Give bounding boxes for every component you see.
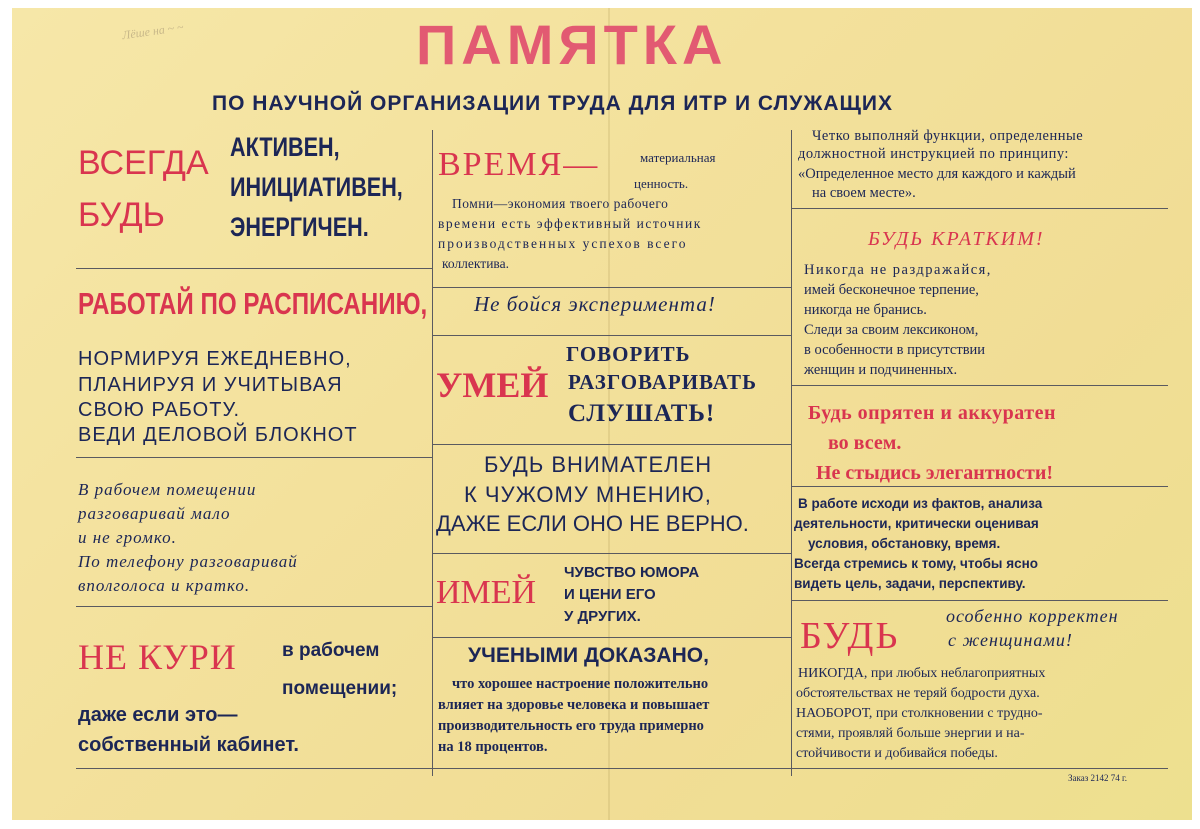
attentive-line-1: БУДЬ ВНИМАТЕЛЕН	[484, 452, 713, 477]
facts-line-1: В работе исходи из фактов, анализа	[798, 496, 1043, 511]
economy-line-4: коллектива.	[442, 256, 509, 271]
schedule-line-2: ПЛАНИРУЯ И УЧИТЫВАЯ	[78, 374, 343, 396]
left-rule-3	[76, 606, 432, 607]
proven-title: УЧЕНЫМИ ДОКАЗАНО,	[468, 644, 709, 667]
be-correct-title: БУДЬ	[800, 615, 900, 657]
no-smoking-side-2: помещении;	[282, 678, 398, 699]
proven-line-1: что хорошее настроение положительно	[452, 676, 709, 692]
have-line-1: ЧУВСТВО ЮМОРА	[564, 564, 700, 581]
have-line-3: У ДРУГИХ.	[564, 608, 641, 625]
correct-line-1: особенно корректен	[946, 606, 1119, 626]
neat-line-2: во всем.	[828, 432, 902, 454]
neat-line-3: Не стыдись элегантности!	[816, 462, 1054, 484]
attentive-line-2: К ЧУЖОМУ МНЕНИЮ,	[464, 482, 712, 507]
never2-line-3: НАОБОРОТ, при столкновении с трудно-	[796, 706, 1043, 721]
right-rule-3	[791, 486, 1168, 487]
never-line-4: Следи за своим лексиконом,	[804, 322, 979, 338]
economy-line-3: производственных успехов всего	[438, 236, 688, 251]
economy-line-1: Помни—экономия твоего рабочего	[452, 196, 669, 211]
be-able-line-3: СЛУШАТЬ!	[568, 400, 716, 427]
room-line-4: По телефону разговаривай	[78, 552, 298, 571]
mid-rule-4	[432, 553, 791, 554]
never-line-6: женщин и подчиненных.	[804, 362, 958, 378]
facts-line-4: Всегда стремись к тому, чтобы ясно	[794, 556, 1038, 571]
be-brief-title: БУДЬ КРАТКИМ!	[868, 228, 1045, 250]
handwritten-note: Лёше на ~ ~	[121, 19, 185, 43]
schedule-line-3: СВОЮ РАБОТУ.	[78, 399, 241, 421]
proven-line-2: влияет на здоровье человека и повышает	[438, 697, 710, 713]
page-title: ПАМЯТКА	[416, 13, 728, 76]
column-divider-left	[432, 130, 433, 776]
active-line-3: ЭНЕРГИЧЕН.	[230, 212, 369, 242]
no-smoking-side-1: в рабочем	[282, 640, 380, 661]
never-line-3: никогда не бранись.	[804, 302, 927, 318]
room-line-5: вполголоса и кратко.	[78, 576, 251, 595]
function-line-1: Четко выполняй функции, определенные	[812, 128, 1084, 144]
no-smoking-bottom-2: собственный кабинет.	[78, 734, 299, 756]
be-word: БУДЬ	[78, 196, 165, 234]
left-rule-2	[76, 457, 432, 458]
never-line-2: имей бесконечное терпение,	[804, 282, 979, 298]
never2-line-5: стойчивости и добивайся победы.	[796, 746, 998, 761]
never-line-1: Никогда не раздражайся,	[804, 262, 992, 278]
time-side-1: материальная	[640, 150, 716, 165]
poster-sheet	[12, 8, 1192, 820]
never2-line-4: стями, проявляй больше энергии и на-	[796, 726, 1025, 741]
room-line-3: и не громко.	[78, 528, 177, 547]
mid-rule-2	[432, 335, 791, 336]
function-line-3: «Определенное место для каждого и каждый	[798, 166, 1076, 182]
facts-line-2: деятельности, критически оценивая	[794, 516, 1039, 531]
never2-line-2: обстоятельствах не теряй бодрости духа.	[796, 686, 1040, 701]
never2-line-1: НИКОГДА, при любых неблагоприятных	[798, 666, 1046, 681]
proven-line-4: на 18 процентов.	[438, 739, 548, 755]
right-rule-4	[791, 600, 1168, 601]
room-line-1: В рабочем помещении	[78, 480, 257, 499]
be-able-title: УМЕЙ	[436, 365, 549, 405]
schedule-line-1: НОРМИРУЯ ЕЖЕДНЕВНО,	[78, 348, 352, 370]
mid-rule-5	[432, 637, 791, 638]
economy-line-2: времени есть эффективный источник	[438, 216, 702, 231]
always-word: ВСЕГДА	[78, 144, 209, 182]
facts-line-5: видеть цель, задачи, перспективу.	[794, 576, 1026, 591]
schedule-title: РАБОТАЙ ПО РАСПИСАНИЮ,	[78, 286, 428, 321]
neat-line-1: Будь опрятен и аккуратен	[808, 402, 1056, 424]
be-able-line-1: ГОВОРИТЬ	[566, 342, 691, 366]
never-line-5: в особенности в присутствии	[804, 342, 986, 358]
time-side-2: ценность.	[634, 176, 689, 191]
attentive-line-3: ДАЖЕ ЕСЛИ ОНО НЕ ВЕРНО.	[436, 511, 749, 536]
right-rule-1	[791, 208, 1168, 209]
have-title: ИМЕЙ	[436, 574, 537, 611]
schedule-line-4: ВЕДИ ДЕЛОВОЙ БЛОКНОТ	[78, 424, 358, 446]
bottom-rule	[76, 768, 1168, 769]
be-able-line-2: РАЗГОВАРИВАТЬ	[568, 370, 757, 394]
room-line-2: разговаривай мало	[78, 504, 231, 523]
have-line-2: И ЦЕНИ ЕГО	[564, 586, 656, 603]
page-subtitle: ПО НАУЧНОЙ ОРГАНИЗАЦИИ ТРУДА ДЛЯ ИТР И СЛУЖАЩИХ	[212, 92, 893, 115]
experiment-line: Не бойся эксперимента!	[474, 292, 716, 316]
right-rule-2	[791, 385, 1168, 386]
column-divider-right	[791, 130, 792, 776]
active-line-1: АКТИВЕН,	[230, 132, 340, 162]
facts-line-3: условия, обстановку, время.	[808, 536, 1001, 551]
active-line-2: ИНИЦИАТИВЕН,	[230, 172, 403, 202]
order-number: Заказ 2142 74 г.	[1068, 773, 1127, 783]
no-smoking-bottom-1: даже если это—	[78, 704, 238, 726]
function-line-4: на своем месте».	[812, 185, 916, 201]
correct-line-2: с женщинами!	[948, 630, 1073, 650]
time-title: ВРЕМЯ—	[438, 146, 600, 183]
function-line-2: должностной инструкцией по принципу:	[798, 146, 1069, 162]
proven-line-3: производительность его труда примерно	[438, 718, 704, 734]
mid-rule-1	[432, 287, 791, 288]
left-rule-1	[76, 268, 432, 269]
no-smoking-title: НЕ КУРИ	[78, 637, 237, 677]
mid-rule-3	[432, 444, 791, 445]
